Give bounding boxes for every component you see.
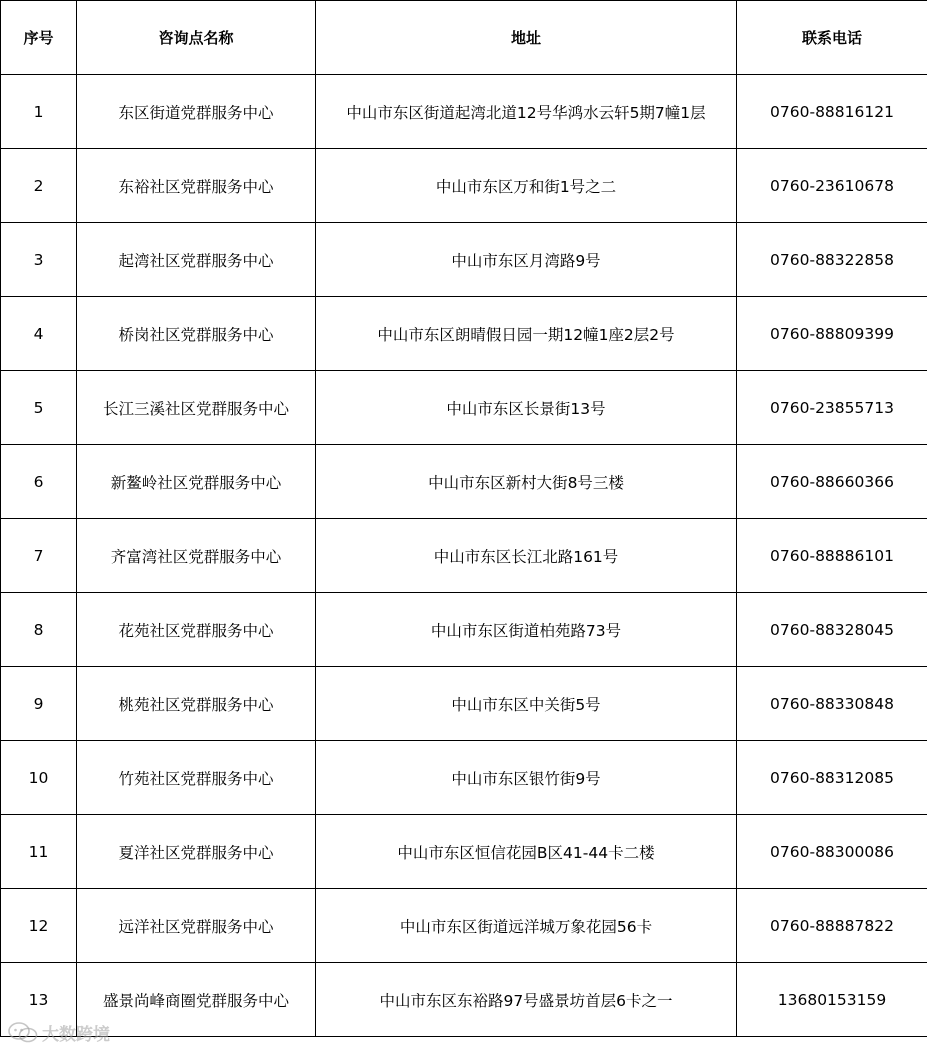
cell-no: 1 bbox=[1, 75, 77, 149]
cell-name: 桃苑社区党群服务中心 bbox=[77, 667, 316, 741]
cell-no: 5 bbox=[1, 371, 77, 445]
cell-no: 8 bbox=[1, 593, 77, 667]
cell-address: 中山市东区中关街5号 bbox=[316, 667, 737, 741]
cell-no: 12 bbox=[1, 889, 77, 963]
table-row bbox=[1, 371, 927, 445]
cell-no: 2 bbox=[1, 149, 77, 223]
table-row bbox=[1, 667, 927, 741]
table-row bbox=[1, 741, 927, 815]
cell-no: 7 bbox=[1, 519, 77, 593]
cell-name: 东裕社区党群服务中心 bbox=[77, 149, 316, 223]
header-name: 咨询点名称 bbox=[77, 1, 316, 75]
table-row bbox=[1, 223, 927, 297]
table-row bbox=[1, 149, 927, 223]
cell-phone: 0760-88330848 bbox=[737, 667, 927, 741]
cell-no: 10 bbox=[1, 741, 77, 815]
cell-name: 夏洋社区党群服务中心 bbox=[77, 815, 316, 889]
table-row bbox=[1, 593, 927, 667]
table-row bbox=[1, 297, 927, 371]
table-row bbox=[1, 889, 927, 963]
header-no: 序号 bbox=[1, 1, 77, 75]
cell-name: 新鳌岭社区党群服务中心 bbox=[77, 445, 316, 519]
cell-no: 9 bbox=[1, 667, 77, 741]
cell-address: 中山市东区恒信花园B区41-44卡二楼 bbox=[316, 815, 737, 889]
header-address: 地址 bbox=[316, 1, 737, 75]
cell-address: 中山市东区街道起湾北道12号华鸿水云轩5期7幢1层 bbox=[316, 75, 737, 149]
cell-address: 中山市东区长江北路161号 bbox=[316, 519, 737, 593]
cell-name: 花苑社区党群服务中心 bbox=[77, 593, 316, 667]
cell-address: 中山市东区朗晴假日园一期12幢1座2层2号 bbox=[316, 297, 737, 371]
cell-phone: 0760-88809399 bbox=[737, 297, 927, 371]
cell-phone: 0760-23610678 bbox=[737, 149, 927, 223]
cell-address: 中山市东区长景街13号 bbox=[316, 371, 737, 445]
watermark-text: 大数跨境 bbox=[42, 1025, 110, 1045]
cell-name: 起湾社区党群服务中心 bbox=[77, 223, 316, 297]
cell-no: 4 bbox=[1, 297, 77, 371]
cell-phone: 13680153159 bbox=[737, 963, 927, 1037]
table-row bbox=[1, 519, 927, 593]
table-row bbox=[1, 445, 927, 519]
cell-address: 中山市东区街道柏苑路73号 bbox=[316, 593, 737, 667]
table-row bbox=[1, 815, 927, 889]
cell-phone: 0760-23855713 bbox=[737, 371, 927, 445]
cell-phone: 0760-88312085 bbox=[737, 741, 927, 815]
cell-address: 中山市东区月湾路9号 bbox=[316, 223, 737, 297]
table-body bbox=[1, 75, 927, 1037]
cell-phone: 0760-88328045 bbox=[737, 593, 927, 667]
cell-no: 3 bbox=[1, 223, 77, 297]
cell-address: 中山市东区街道远洋城万象花园56卡 bbox=[316, 889, 737, 963]
cell-address: 中山市东区新村大街8号三楼 bbox=[316, 445, 737, 519]
cell-address: 中山市东区东裕路97号盛景坊首层6卡之一 bbox=[316, 963, 737, 1037]
cell-address: 中山市东区万和街1号之二 bbox=[316, 149, 737, 223]
cell-name: 竹苑社区党群服务中心 bbox=[77, 741, 316, 815]
cell-phone: 0760-88816121 bbox=[737, 75, 927, 149]
cell-phone: 0760-88300086 bbox=[737, 815, 927, 889]
cell-name: 东区街道党群服务中心 bbox=[77, 75, 316, 149]
cell-phone: 0760-88660366 bbox=[737, 445, 927, 519]
cell-phone: 0760-88887822 bbox=[737, 889, 927, 963]
cell-no: 11 bbox=[1, 815, 77, 889]
header-phone: 联系电话 bbox=[737, 1, 927, 75]
cell-name: 桥岗社区党群服务中心 bbox=[77, 297, 316, 371]
cell-no: 13 bbox=[1, 963, 77, 1037]
cell-no: 6 bbox=[1, 445, 77, 519]
table-header-row bbox=[1, 1, 927, 75]
table-row bbox=[1, 75, 927, 149]
table-row bbox=[1, 963, 927, 1037]
cell-name: 远洋社区党群服务中心 bbox=[77, 889, 316, 963]
cell-name: 长江三溪社区党群服务中心 bbox=[77, 371, 316, 445]
cell-name: 齐富湾社区党群服务中心 bbox=[77, 519, 316, 593]
cell-name: 盛景尚峰商圈党群服务中心 bbox=[77, 963, 316, 1037]
cell-phone: 0760-88322858 bbox=[737, 223, 927, 297]
cell-phone: 0760-88886101 bbox=[737, 519, 927, 593]
cell-address: 中山市东区银竹街9号 bbox=[316, 741, 737, 815]
